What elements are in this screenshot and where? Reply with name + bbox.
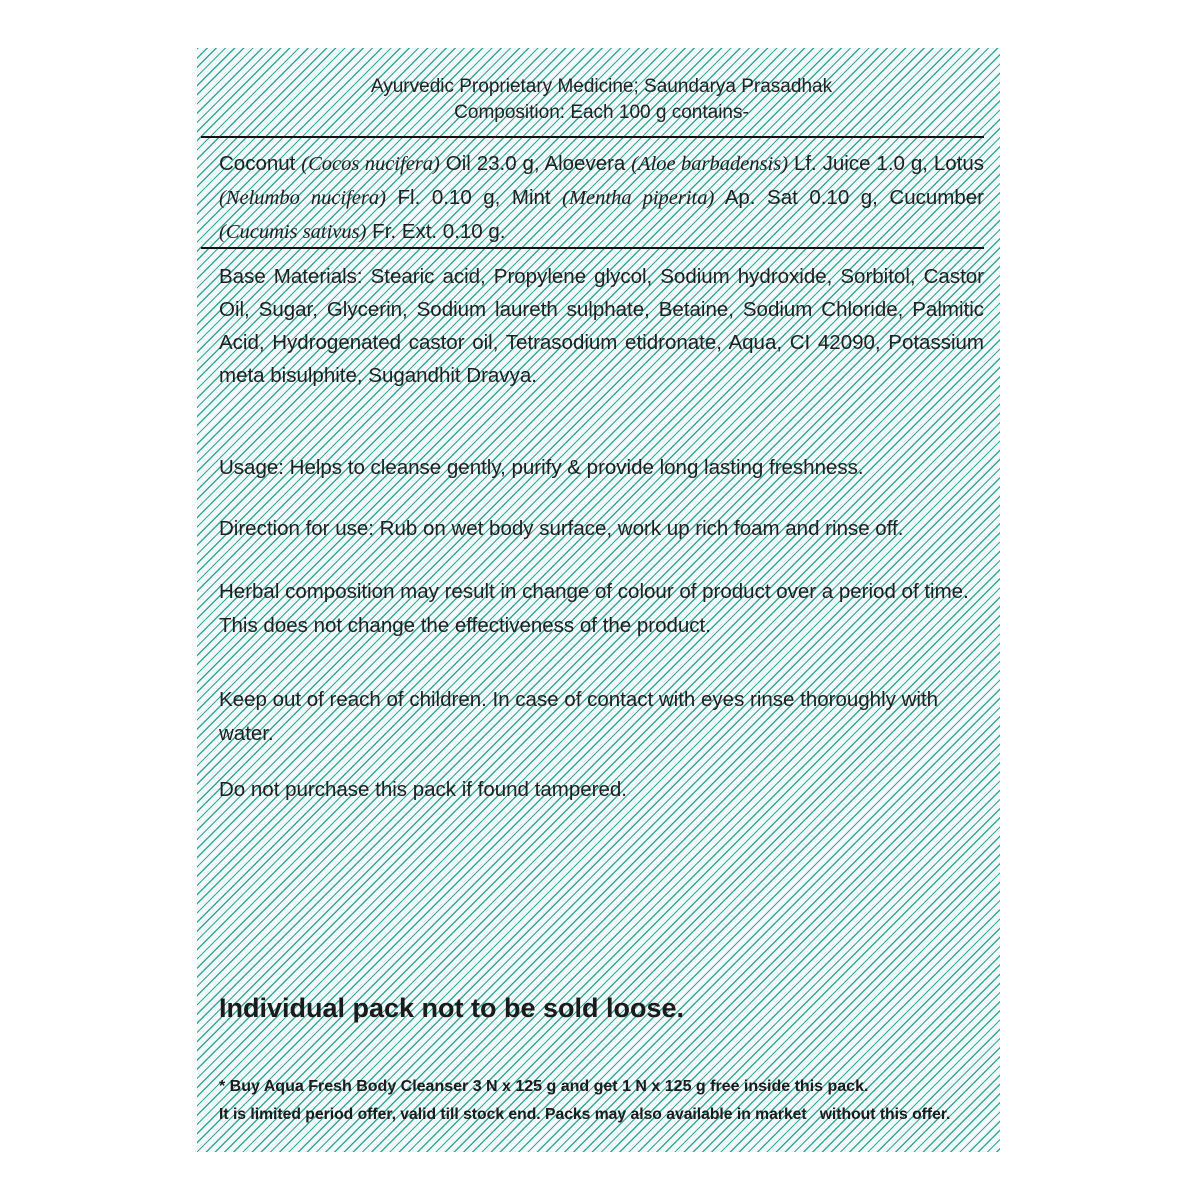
- cucumber-qty: Fr. Ext. 0.10 g.: [366, 220, 506, 243]
- warning-text: Keep out of reach of children. In case of contact with eyes rinse thoroughly with water.: [219, 688, 939, 745]
- offer-line-1: * Buy Aqua Fresh Body Cleanser 3 N x 125 g and get 1 N x 125 g free inside this pack.: [219, 1078, 869, 1095]
- base-materials: Base Materials: Stearic acid, Propylene glycol, Sodium hydroxide, Sorbitol, Castor Oil, Sugar, Glycerin, Sodium laureth sulphate, Betaine, Sodium Chloride, Palmitic Acid, Hydrogenated castor oil, Tetrasodium etidronate, Aqua, CI 42090, Potassium meta bisulphite, Sugandhit Dravya.: [219, 265, 984, 387]
- cucumber-latin: (Cucumis sativus): [219, 221, 367, 243]
- tamper-text: Do not purchase this pack if found tampered.: [219, 778, 627, 801]
- label-panel: [197, 48, 1000, 1152]
- offer-text: [219, 1073, 994, 1129]
- label-header: [219, 74, 984, 126]
- header-line-2: Composition: Each 100 g contains-: [454, 102, 749, 123]
- mint-qty: Ap. Sat 0.10 g, Cucumber: [714, 186, 984, 209]
- coconut-label: Coconut: [219, 152, 302, 175]
- coconut-qty: Oil 23.0 g, Aloevera: [439, 152, 632, 175]
- offer-line-2: It is limited period offer, valid till stock end. Packs may also available in market without this offer.: [219, 1106, 951, 1123]
- lotus-latin: (Nelumbo nucifera): [219, 187, 386, 209]
- divider-bottom: [201, 247, 984, 249]
- individual-pack-note: Individual pack not to be sold loose.: [219, 993, 685, 1023]
- lotus-qty: Fl. 0.10 g, Mint: [385, 186, 563, 209]
- coconut-latin: (Cocos nucifera): [301, 153, 440, 175]
- header-line-1: Ayurvedic Proprietary Medicine; Saundarya Prasadhak: [370, 76, 833, 97]
- composition-text: [219, 147, 984, 249]
- divider-top: [201, 136, 984, 138]
- aloe-latin: (Aloe barbadensis): [631, 153, 789, 175]
- mint-latin: (Mentha piperita): [562, 187, 715, 209]
- usage-text: Usage: Helps to cleanse gently, purify & provide long lasting freshness.: [219, 456, 864, 479]
- direction-text: Direction for use: Rub on wet body surface, work up rich foam and rinse off.: [219, 517, 904, 540]
- herbal-note: Herbal composition may result in change of colour of product over a period of time. This does not change the effectiveness of the product.: [219, 580, 969, 637]
- aloe-qty: Lf. Juice 1.0 g, Lotus: [788, 152, 984, 175]
